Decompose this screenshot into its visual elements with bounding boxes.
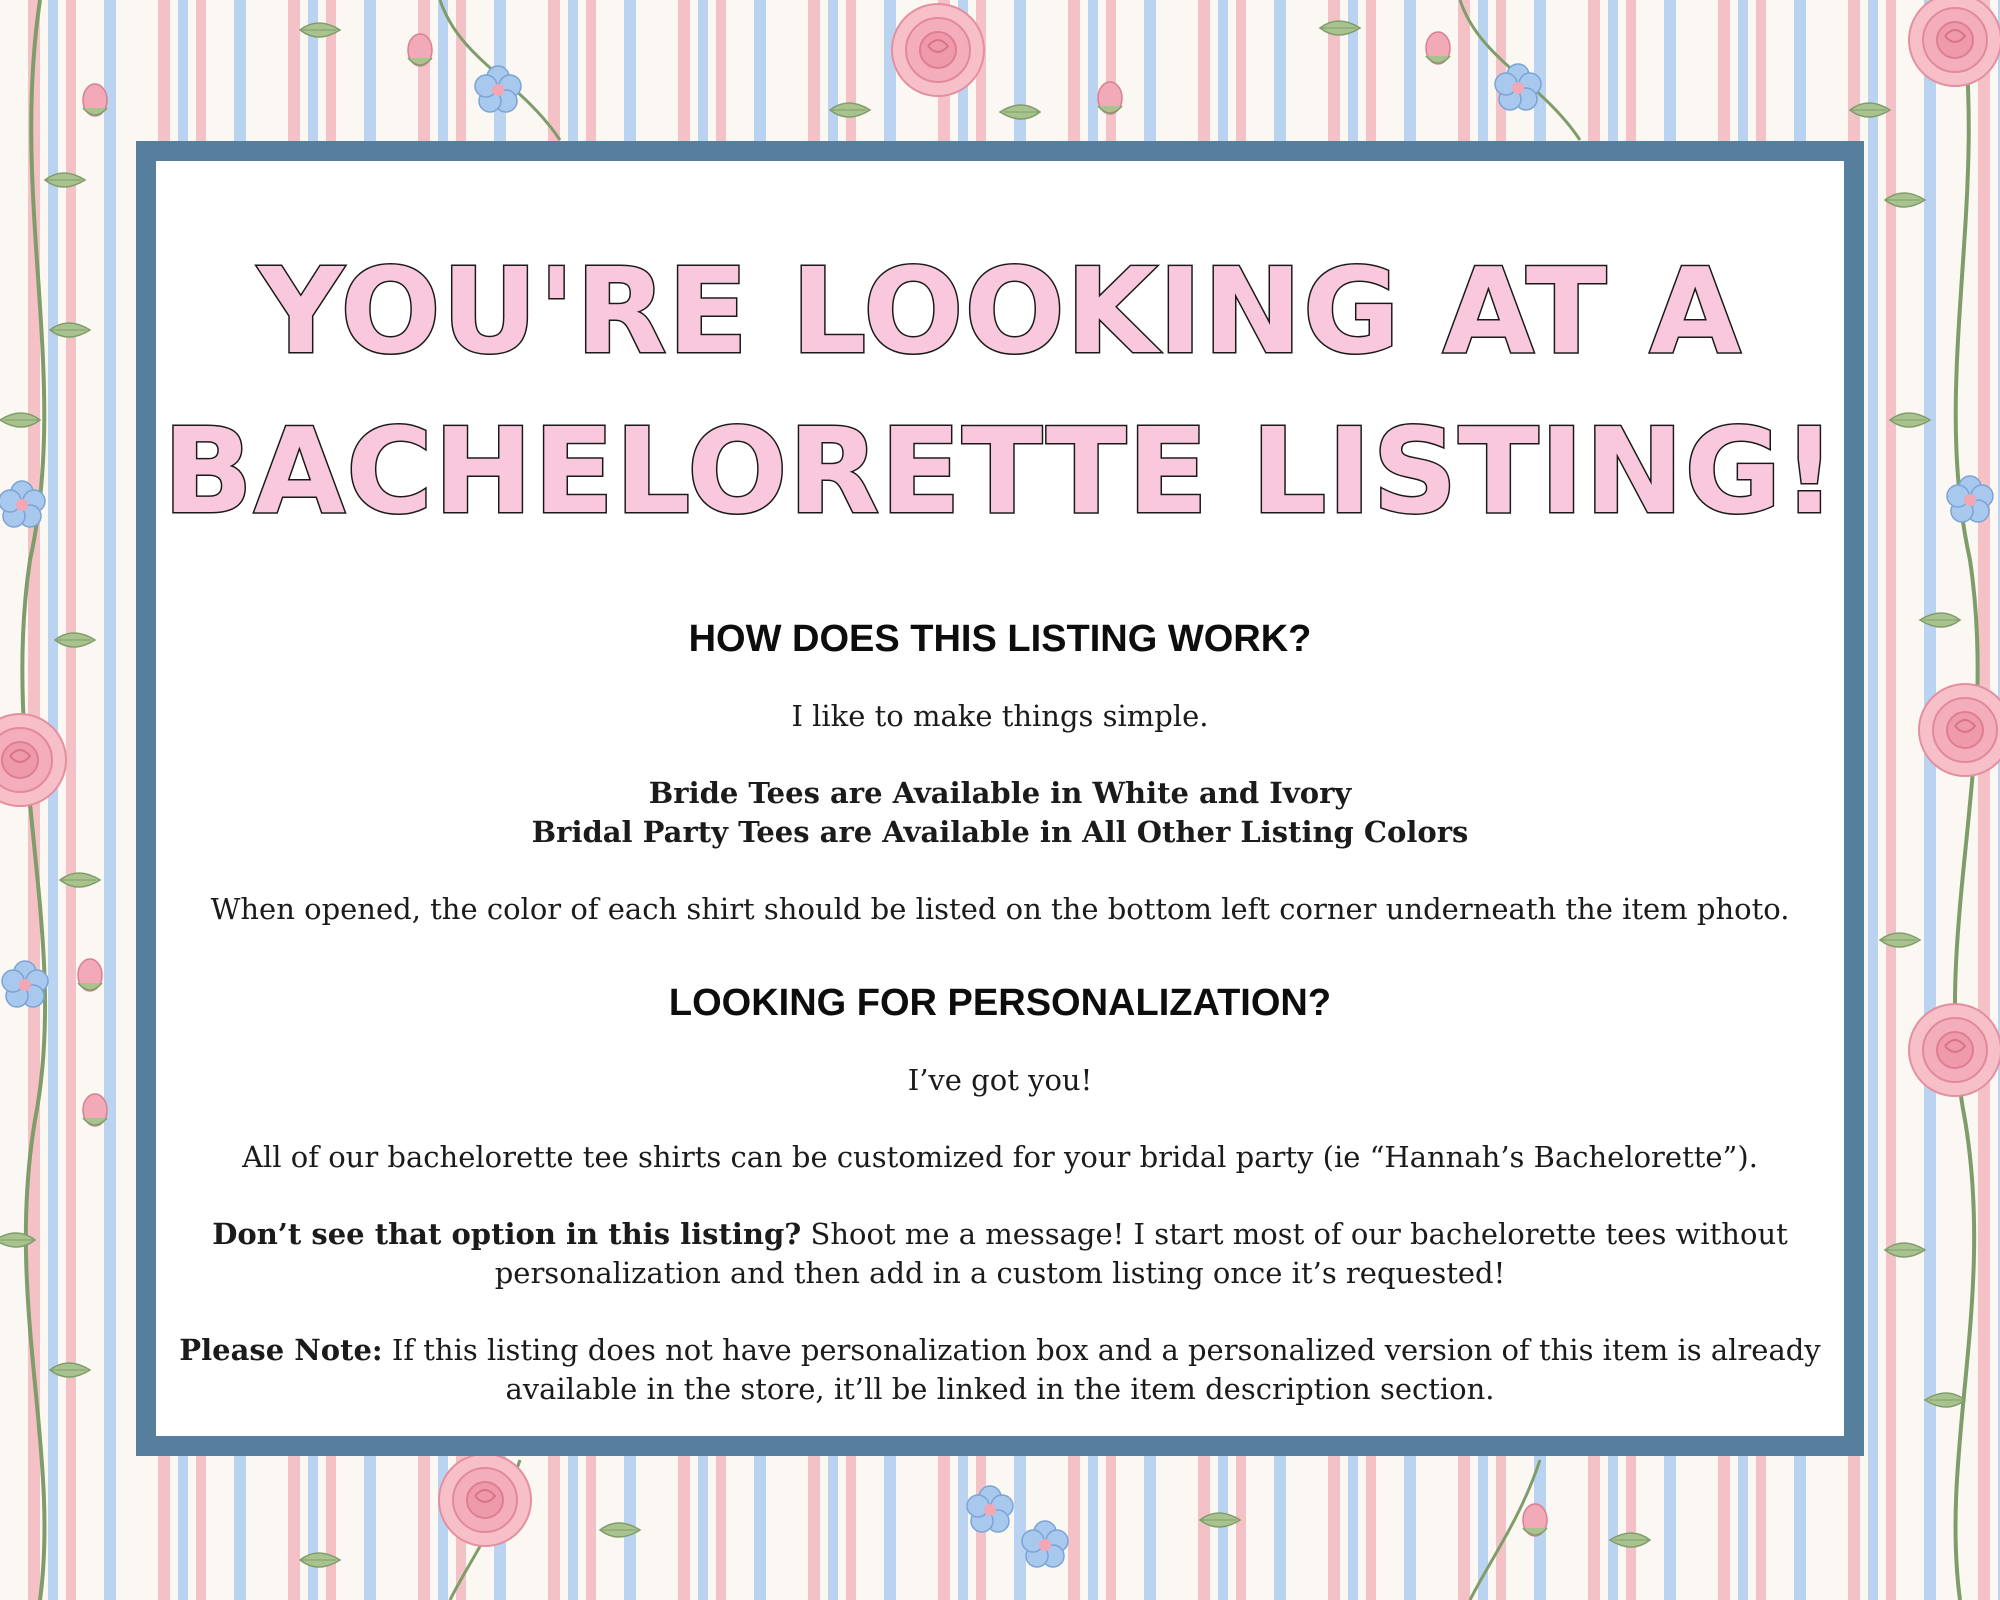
simple-text: I like to make things simple. [791,699,1209,733]
option-line-1: Shoot me a message! I start most of our bachelorette tees without [801,1217,1788,1251]
option-line-2: personalization and then add in a custom listing once it’s requested! [494,1256,1506,1290]
headline-line-2: BACHELORETTE LISTING! [162,402,1838,540]
availability-text [156,774,1844,852]
option-lead: Don’t see that option in this listing? [212,1217,802,1251]
headline [156,231,1844,551]
section-title-how-it-works: HOW DOES THIS LISTING WORK? [688,618,1312,660]
content-panel [156,161,1844,1436]
color-note-text: When opened, the color of each shirt should be listed on the bottom left corner underneath the item photo. [210,892,1790,926]
got-you-text: I’ve got you! [907,1063,1093,1097]
bridal-party-tees-text: Bridal Party Tees are Available in All Other Listing Colors [531,815,1469,849]
customize-text: All of our bachelorette tee shirts can be customized for your bridal party (ie “Hannah’s Bachelorette”). [242,1140,1758,1174]
option-text [156,1215,1844,1293]
section-title-personalization: LOOKING FOR PERSONALIZATION? [668,982,1332,1024]
please-note-text [156,1331,1844,1409]
please-note-line-1: If this listing does not have personalization box and a personalized version of this item is already [382,1333,1821,1367]
please-note-lead: Please Note: [179,1333,383,1367]
content-frame [136,141,1864,1456]
please-note-line-2: available in the store, it’ll be linked in the item description section. [505,1372,1495,1406]
bride-tees-text: Bride Tees are Available in White and Ivory [648,776,1352,810]
headline-line-1: YOU'RE LOOKING AT A [258,242,1742,380]
